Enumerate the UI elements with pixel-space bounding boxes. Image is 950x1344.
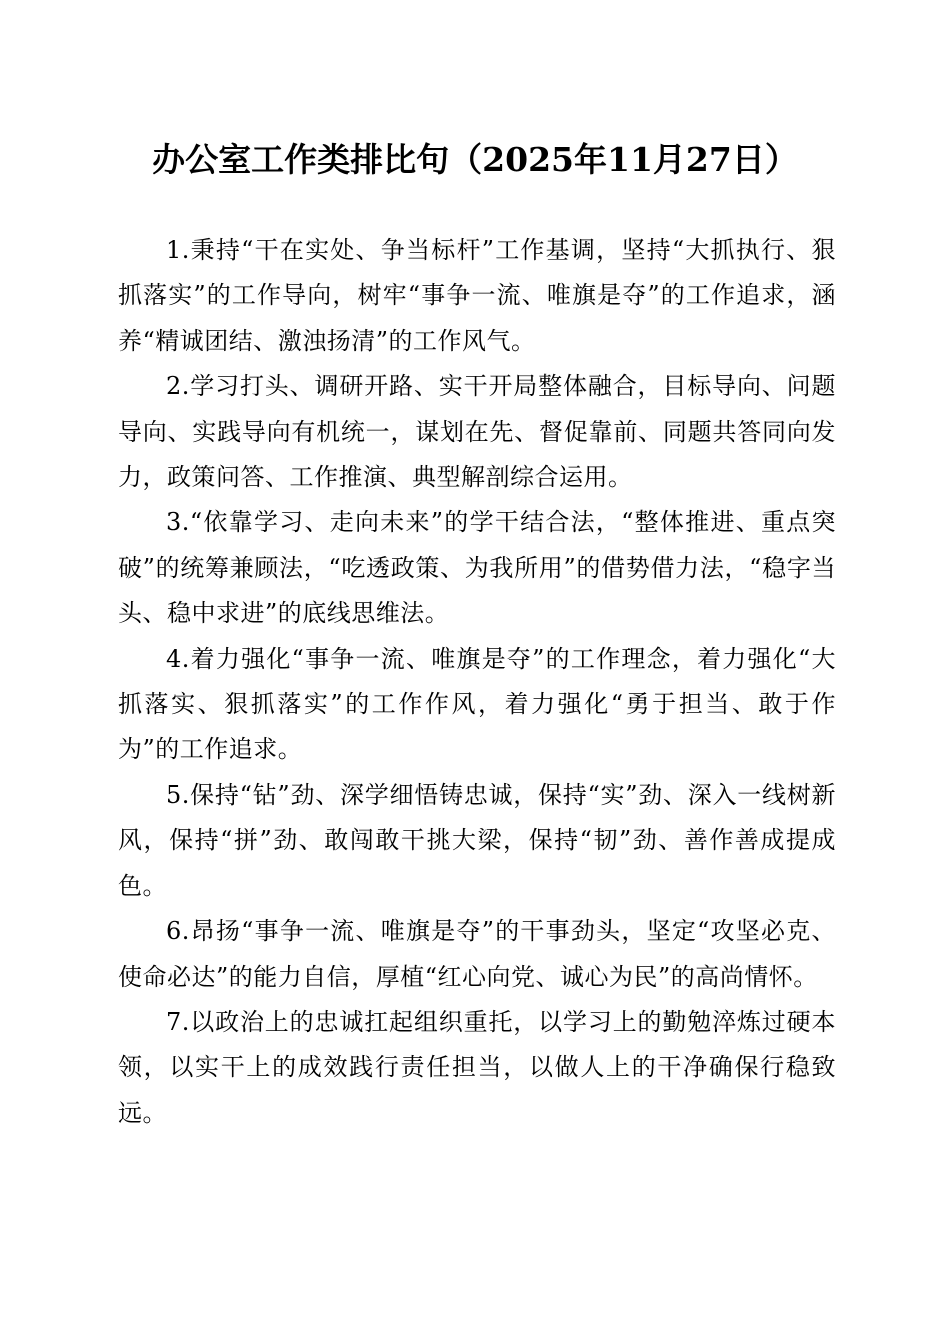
document-title: 办公室工作类排比句（2025年11月27日）: [152, 140, 798, 179]
paragraph-1: 1.秉持“干在实处、争当标杆”工作基调，坚持“大抓执行、狠抓落实”的工作导向，树牢“事争一流、唯旗是夺”的工作追求，涵养“精诚团结、激浊扬清”的工作风气。: [118, 236, 836, 355]
paragraph-4: 4.着力强化“事争一流、唯旗是夺”的工作理念，着力强化“大抓落实、狠抓落实”的工作作风，着力强化“勇于担当、敢于作为”的工作追求。: [118, 644, 836, 764]
paragraph-3: 3.“依靠学习、走向未来”的学干结合法，“整体推进、重点突破”的统筹兼顾法，“吃透政策、为我所用”的借势借力法，“稳字当头、稳中求进”的底线思维法。: [118, 508, 836, 628]
paragraph-6: 6.昂扬“事争一流、唯旗是夺”的干事劲头，坚定“攻坚必克、使命必达”的能力自信，厚植“红心向党、诚心为民”的高尚情怀。: [118, 917, 836, 991]
paragraph-2: 2.学习打头、调研开路、实干开局整体融合，目标导向、问题导向、实践导向有机统一，谋划在先、督促靠前、同题共答同向发力，政策问答、工作推演、典型解剖综合运用。: [118, 372, 836, 492]
paragraph-5: 5.保持“钻”劲、深学细悟铸忠诚，保持“实”劲、深入一线树新风，保持“拼”劲、敢闯敢干挑大梁，保持“韧”劲、善作善成提成色。: [118, 780, 836, 900]
paragraph-7: 7.以政治上的忠诚扛起组织重托，以学习上的勤勉淬炼过硬本领，以实干上的成效践行责任担当，以做人上的干净确保行稳致远。: [118, 1007, 836, 1127]
document-body: [118, 228, 836, 1136]
